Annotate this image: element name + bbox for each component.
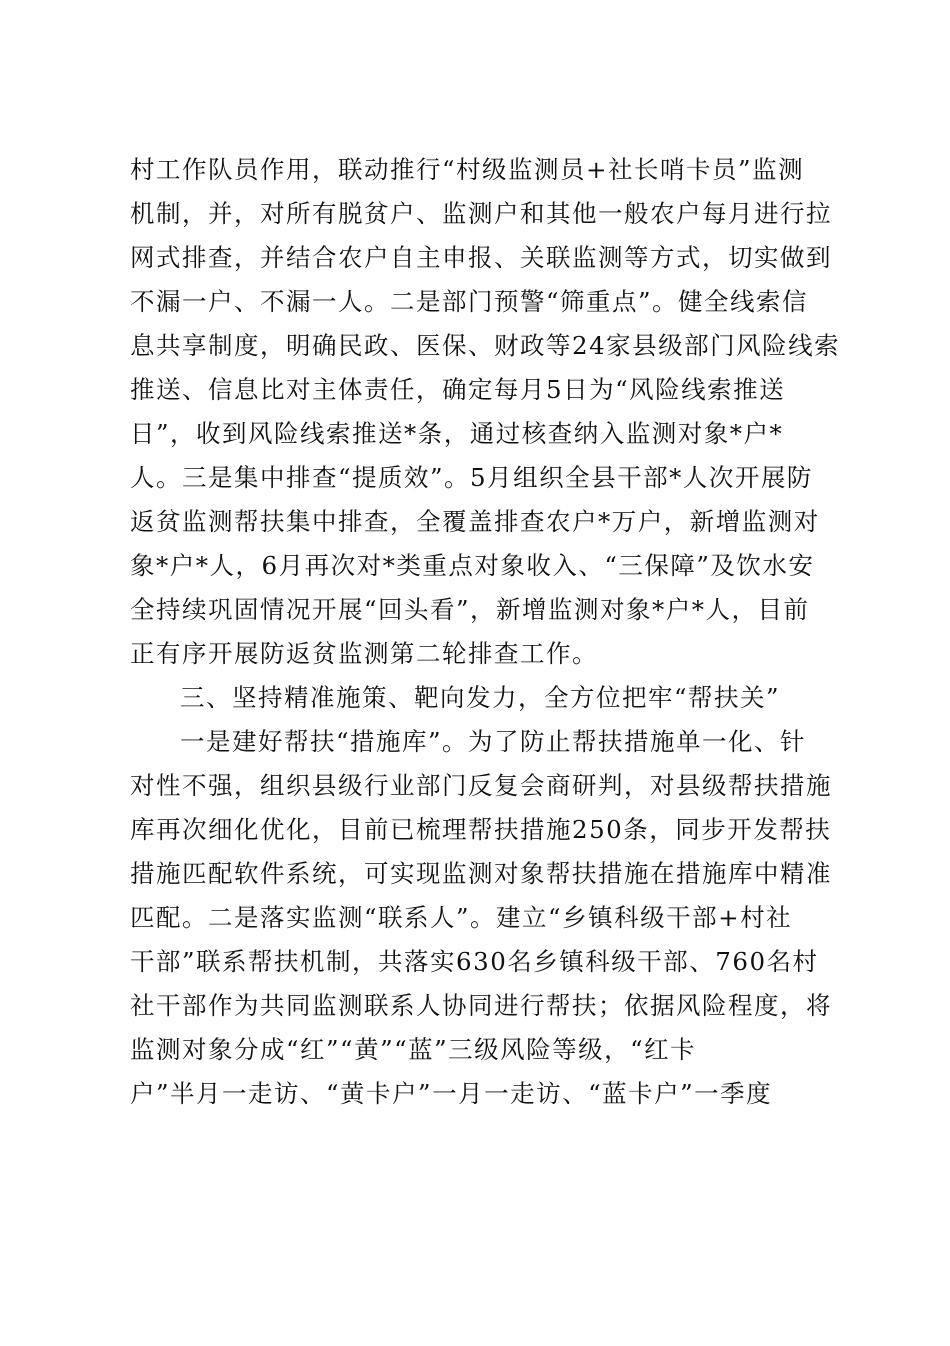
body-text-line: 户”半月一走访、“黄卡户”一月一走访、“蓝卡户”一季度 bbox=[130, 1079, 773, 1108]
body-text-line: 一是建好帮扶“措施库”。为了防止帮扶措施单一化、针 bbox=[180, 727, 807, 756]
body-text-line: 库再次细化优化，目前已梳理帮扶措施250条，同步开发帮扶 bbox=[130, 815, 832, 844]
body-text-line: 匹配。二是落实监测“联系人”。建立“乡镇科级干部+村社 bbox=[130, 903, 793, 932]
body-text-line: 村工作队员作用，联动推行“村级监测员+社长哨卡员”监测 bbox=[130, 155, 805, 184]
body-text-line: 监测对象分成“红”“黄”“蓝”三级风险等级，“红卡 bbox=[130, 1035, 697, 1064]
body-text-line: 正有序开展防返贫监测第二轮排查工作。 bbox=[130, 639, 598, 668]
body-text-line: 全持续巩固情况开展“回头看”，新增监测对象*户*人，目前 bbox=[130, 595, 810, 624]
body-text-line: 网式排查，并结合农户自主申报、关联监测等方式，切实做到 bbox=[130, 243, 832, 272]
body-text-line: 息共享制度，明确民政、医保、财政等24家县级部门风险线索 bbox=[130, 331, 841, 360]
body-text-line: 日”，收到风险线索推送*条，通过核查纳入监测对象*户* bbox=[130, 419, 784, 448]
body-text-line: 象*户*人，6月再次对*类重点对象收入、“三保障”及饮水安 bbox=[130, 551, 815, 580]
body-text-line: 社干部作为共同监测联系人协同进行帮扶；依据风险程度，将 bbox=[130, 991, 832, 1020]
body-text-line: 机制，并，对所有脱贫户、监测户和其他一般农户每月进行拉 bbox=[130, 199, 832, 228]
body-text-line: 对性不强，组织县级行业部门反复会商研判，对县级帮扶措施 bbox=[130, 771, 832, 800]
body-text-line: 人。三是集中排查“提质效”。5月组织全县干部*人次开展防 bbox=[130, 463, 813, 492]
body-text-line: 措施匹配软件系统，可实现监测对象帮扶措施在措施库中精准 bbox=[130, 859, 832, 888]
body-text-line: 干部”联系帮扶机制，共落实630名乡镇科级干部、760名村 bbox=[130, 947, 819, 976]
section-heading: 三、坚持精准施策、靶向发力，全方位把牢“帮扶关” bbox=[180, 683, 781, 712]
body-text-line: 返贫监测帮扶集中排查，全覆盖排查农户*万户，新增监测对 bbox=[130, 507, 820, 536]
body-text-line: 不漏一户、不漏一人。二是部门预警“筛重点”。健全线索信 bbox=[130, 287, 809, 316]
body-text-line: 推送、信息比对主体责任，确定每月5日为“风险线索推送 bbox=[130, 375, 786, 404]
